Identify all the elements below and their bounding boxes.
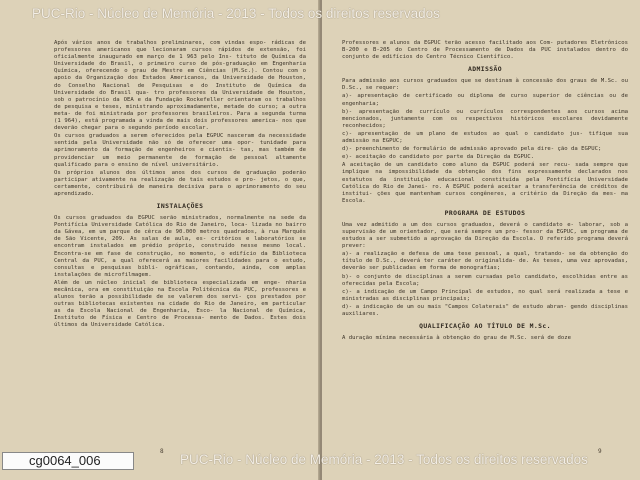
image-id-label: cg0064_006 bbox=[2, 452, 134, 470]
right-page-number: 9 bbox=[598, 448, 602, 455]
watermark-top-left: PUC-Rio - Núcleo de Memória - 2013 - Todos os direitos reservados bbox=[32, 6, 440, 21]
admissao-item-e: e)- aceitação do candidato por parte da Direção da EGPUC. bbox=[342, 154, 534, 161]
watermark-bottom: PUC-Rio - Núcleo de Memória - 2013 - Todos os direitos reservados bbox=[180, 452, 588, 467]
qualificacao-paragraph: A duração mínima necessária à obtenção do grau de M.Sc. será de doze bbox=[342, 335, 572, 342]
admissao-item-c: c)- apresentação de um plano de estudos ao qual o candidato jus- tifique sua admissão na EGPUC; bbox=[342, 130, 628, 145]
left-paragraph-5: Além de um núcleo inicial de biblioteca especializada em enge- nharia mecânica, ora em constituição na Escola Politécnica da PUC, professores e alunos terão a possibilidade de se valerem dos servi- ços prestados por outras bibliotecas existentes na cidade do Rio de Janeiro, em particular as da Escola Nacional de Engenharia, Esco- la Nacional de Química, Instituto de Física e Centro de Processa- mento de Dados. Estes dois últimos da Universidade Católica. bbox=[54, 279, 306, 329]
programa-item-c: c)- a indicação de um Campo Principal de estudos, no qual será realizada a tese e ministradas as disciplinas principais; bbox=[342, 288, 628, 302]
admissao-item-d: d)- preenchimento de formulário de admissão aprovado pela dire- ção da EGPUC; bbox=[342, 146, 602, 153]
left-paragraph-1: Após vários anos de trabalhos preliminares, com vindas espo- rádicas de professores americanos que lecionaram cursos rápidos de extensão, foi oficialmente inaugurado em março de 1 963 pelo Ins- tituto de Química da Universidade do Brasil, o primeiro curso de pós-graduação em Engenharia Química, oferecendo o grau de Mestre em Ciências (M.Sc.). Contou com o apoio da Organização dos Estados Americanos, da Universidade de Houston, do Conselho Nacional de Pesquisas e do Instituto de Química da Universidade do Brasil qua- tro professores da Universidade de Houston, sob o patrocínio da OEA e da Fundação Rockefeller orientaram os trabalhos de pesquisa e teses, ministrando aproximadamente, metade do curso; a outra meta- de foi ministrada por professores brasileiros. Para a segunda turma (1 964), está programada a vinda de mais dois professores america- nos que deverão chegar para o segundo período escolar. bbox=[54, 40, 306, 132]
left-paragraph-2: Os cursos graduados a serem oferecidos pela EGPUC nasceram da necessidade sentida pela Universidade não só de oferecer uma opor- tunidade para aprimoramento da formação de engenheiros e cientis- tas, mas também de providenciar um meio permanente de formação de pessoal altamente qualificado para o ensino de nível universitário. bbox=[54, 133, 306, 168]
programa-paragraph-1: Uma vez admitido a um dos cursos graduados, deverá o candidato e- laborar, sob a supervisão de um orientador, que será sempre um pro- fessor da EGPUC, um programa de estudos a ser submetido a aprovação da Direção da Escola. O referido programa deverá prever: bbox=[342, 221, 628, 250]
programa-item-d: d)- a indicação de um ou mais "Campos Colaterais" de estudo abran- gendo disciplinas auxiliares. bbox=[342, 303, 628, 317]
admissao-paragraph-1: Para admissão aos cursos graduados que se destinam à concessão dos graus de M.Sc. ou D.Sc., se requer: bbox=[342, 78, 628, 92]
admissao-item-b: b)- apresentação de currículo ou currículos correspondentes aos cursos acima mencionados, juntamente com os respectivos históricos escolares devidamente reconhecidos; bbox=[342, 108, 628, 129]
qualificacao-heading: QUALIFICAÇÃO AO TÍTULO DE M.Sc. bbox=[419, 322, 551, 331]
left-page-number: 8 bbox=[160, 448, 164, 455]
admissao-paragraph-acceptance: A aceitação de um candidato como aluno da EGPUC poderá ser recu- sada sempre que implique na impossibilidade da obtenção dos fins expressamente declarados nos estatutos da instituição educacional constituída pela Pontifícia Universidade Católica do Rio de Janei- ro. A EGPUC poderá aceitar a transferência de créditos de institui- ções que mantenham cursos congêneres, a critério da Direção da mes- ma Escola. bbox=[342, 162, 628, 204]
programa-item-a: a)- a realização e defesa de uma tese pessoal, a qual, tratando- se da obtenção do título de D.Sc., deverá ter caráter de originalida- de. As teses, uma vez aprovadas, deverão ser publicadas em forma de monografias; bbox=[342, 251, 628, 272]
instalacoes-heading: INSTALAÇÕES bbox=[156, 202, 204, 211]
right-page bbox=[322, 0, 640, 480]
programa-item-b: b)- o conjunto de disciplinas a serem cursadas pelo candidato, escolhidas entre as oferecidas pela Escola; bbox=[342, 273, 628, 287]
programa-heading: PROGRAMA DE ESTUDOS bbox=[444, 208, 526, 217]
right-intro-paragraph: Professores e alunos da EGPUC terão acesso facilitado aos Com- putadores Eletrônicos B-200 e B-205 do Centro de Processamento de Dados da PUC instalados dentro do conjunto de edifícios do Centro Técnico Científico. bbox=[342, 40, 628, 61]
admissao-item-a: a)- apresentação de certificado ou diploma de curso superior de ciências ou de engenharia; bbox=[342, 93, 628, 107]
admissao-heading: ADMISSÃO bbox=[468, 65, 502, 74]
left-paragraph-4: Os cursos graduados da EGPUC serão ministrados, normalmente na sede da Pontifícia Universidade Católica do Rio de Janeiro, loca- lizada no bairro da Gávea, em um parque de cêrca de 90.000 metros quadrados, à rua Marquês de São Vicente, 209. As salas de aula, es- critórios e laboratórios se encontram instalados em prédio próprio, construído nesse mesmo local. Encontra-se em fase de construção, no momento, o edifício da Biblioteca Central da PUC, a qual oferecerá as maiores facilidades para o estudo, consultas e pesquisas bibli- ográficas, contando, ainda, com amplas instalações de microfilmagem. bbox=[54, 215, 306, 278]
left-paragraph-3: Os próprios alunos dos últimos anos dos cursos de graduação poderão participar ativamente na realização de tais estudos e pro- jetos, o que, certamente, contribuirá de maneira decisiva para o aprimoramento do seu aprendizado. bbox=[54, 169, 306, 197]
